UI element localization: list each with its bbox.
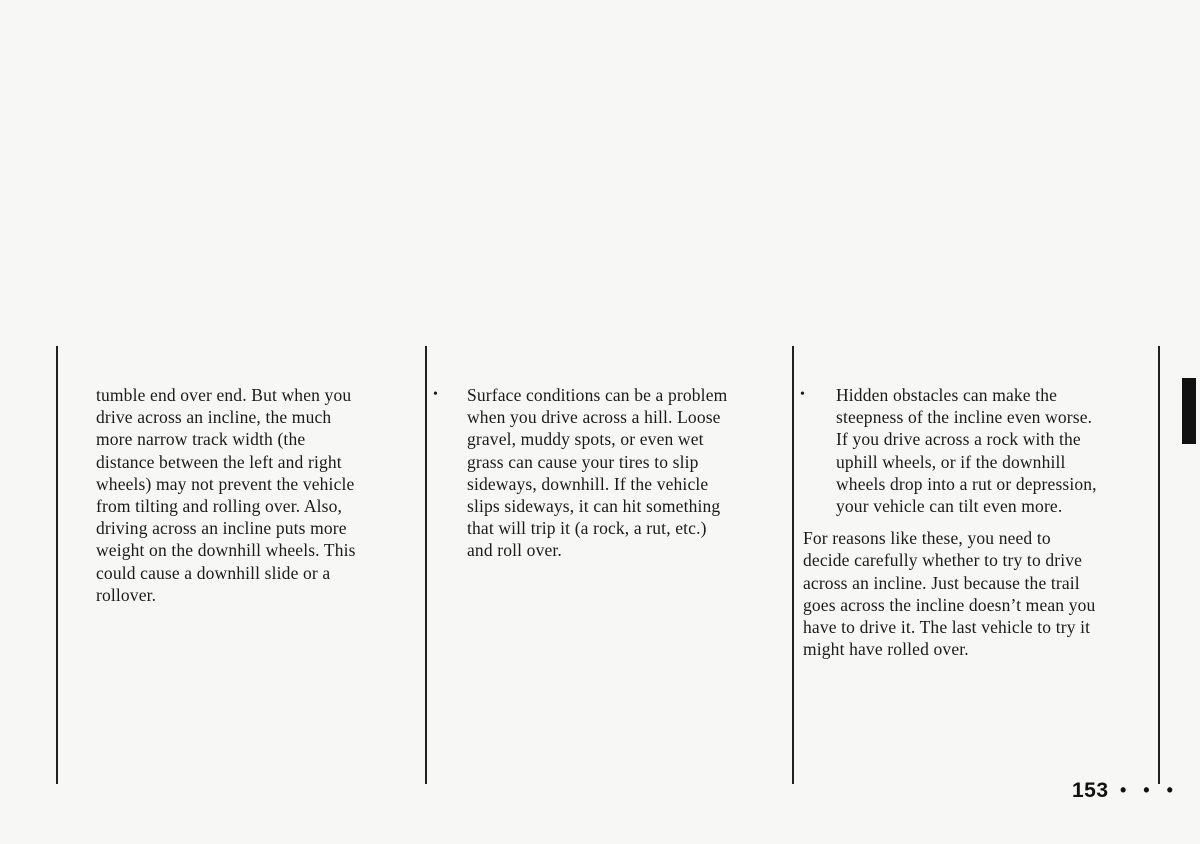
closing-paragraph: For reasons like these, you need to decide carefully whether to try to drive across an incline. Just because the trail goes across the incline doesn’t mean you have to drive it. The last vehicle to try it might have rolled over. (803, 528, 1096, 660)
bullet-text-hidden-obstacles: Hidden obstacles can make the steepness of the incline even worse. If you drive across a rock with the uphill wheels, or if the downhill wheels drop into a rut or depression, your vehicle can tilt even more. (836, 385, 1097, 517)
bullet-text-surface-conditions: Surface conditions can be a problem when you drive across a hill. Loose gravel, muddy spots, or even wet grass can cause your tires to slip sideways, downhill. If the vehicle slips sideways, it can hit something that will trip it (a rock, a rut, etc.) and roll over. (467, 385, 728, 561)
bullet-item-surface-conditions (433, 384, 788, 562)
page-number: 153 (1072, 779, 1109, 802)
bullet-item-hidden-obstacles (800, 384, 1155, 517)
bullet-icon: • (800, 387, 806, 402)
right-column (800, 384, 1155, 660)
column-rule-middle-left (425, 346, 427, 784)
column-rule-left (56, 346, 58, 784)
page-number-dots: • • • (1120, 780, 1179, 800)
section-tab-marker (1182, 378, 1196, 444)
left-column (96, 384, 416, 606)
middle-column (433, 384, 788, 562)
bullet-icon: • (433, 387, 439, 402)
left-column-text: tumble end over end. But when you drive across an incline, the much more narrow track width (the distance between the left and right wheels) may not prevent the vehicle from tilting and rolling over. Also, driving across an incline puts more weight on the downhill wheels. This could cause a downhill slide or a rollover. (96, 385, 356, 605)
column-rule-right (1158, 346, 1160, 784)
column-rule-middle-right (792, 346, 794, 784)
